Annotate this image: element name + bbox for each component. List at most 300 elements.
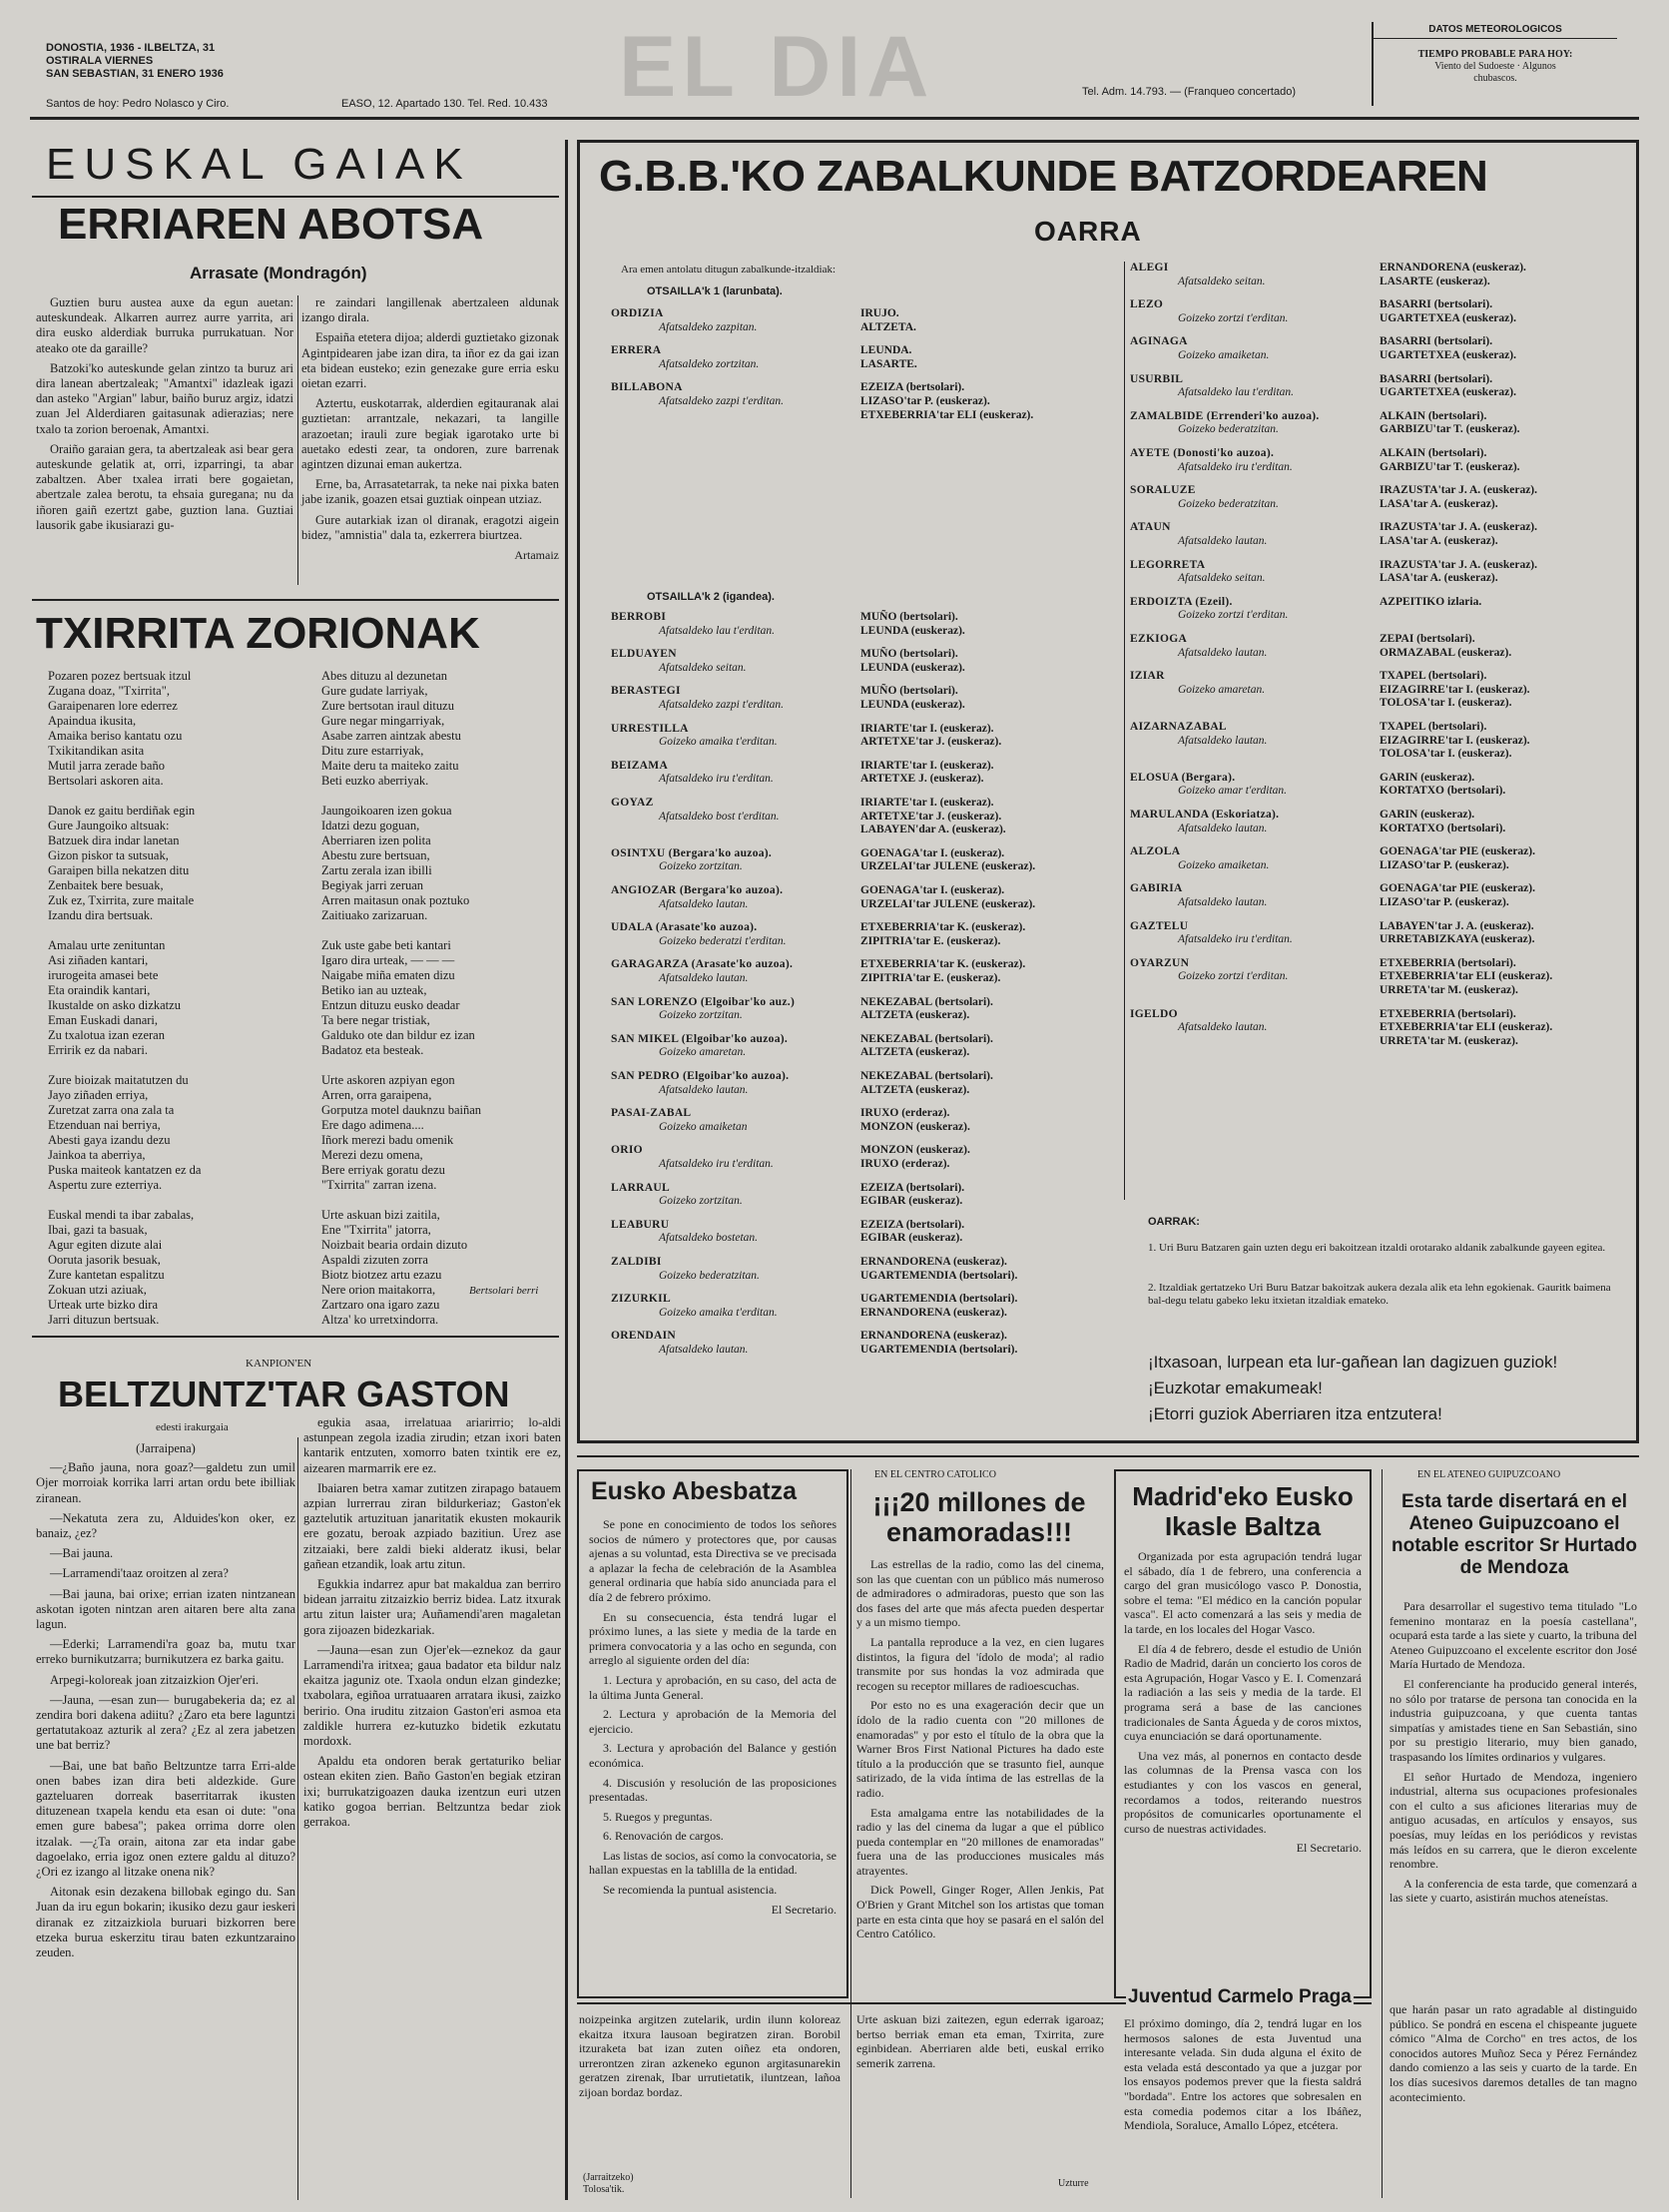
signature: Artamaiz — [514, 548, 559, 563]
paragraph: Esta amalgama entre las notabilidades de la radio y las del cinema da lugar a que el público pueda contemplar en "20 millones de enamoradas" fuera una de las producciones musicales más atrayentes. — [856, 1805, 1104, 1878]
article-dateline: Arrasate (Mondragón) — [190, 264, 367, 282]
speaker-name: GOENAGA'tar PIE (euskeraz). — [1380, 845, 1535, 858]
speaker-name: EZEIZA (bertsolari). — [860, 1181, 965, 1194]
schedule-speakers — [860, 1330, 1017, 1357]
paragraph: La pantalla reproduce a la vez, en cien lugares distintos, la figura del 'ídolo de moda'; al radio transmite por sus hondas la voz admirada que recogen su receptor millares de radioescuchas. — [856, 1634, 1104, 1693]
schedule-entry — [1130, 447, 1609, 474]
paragraph: 5. Ruegos y preguntas. — [603, 1809, 713, 1824]
schedule-time: Afatsaldeko lautan. — [659, 971, 749, 984]
schedule-entry — [1130, 920, 1609, 947]
schedule-entry — [611, 1182, 1090, 1209]
schedule-speakers — [1380, 920, 1534, 947]
weather-box — [1372, 22, 1617, 106]
masthead-date — [46, 42, 345, 81]
schedule-speakers — [860, 1182, 964, 1209]
schedule-town: SAN MIKEL (Elgoibar'ko auzoa). — [611, 1032, 789, 1045]
schedule-town: ELDUAYEN — [611, 648, 677, 661]
article-title: Madrid'eko Eusko Ikasle Baltza — [1132, 1481, 1354, 1541]
schedule-entry — [1130, 596, 1609, 623]
column-rule — [1382, 1469, 1383, 2198]
schedule-entry — [611, 884, 1090, 911]
speaker-name: ETXEBERRIA'tar ELI (euskeraz). — [860, 408, 1034, 421]
speaker-name: EIZAGIRRE'tar I. (euskeraz). — [1380, 734, 1530, 747]
schedule-speakers — [1380, 447, 1520, 474]
speaker-name: URZELAI'tar JULENE (euskeraz). — [860, 860, 1036, 873]
schedule-entry — [611, 1070, 1090, 1097]
column-rule — [297, 295, 298, 585]
schedule-town: LARRAUL — [611, 1181, 670, 1194]
schedule-speakers — [1380, 957, 1552, 998]
schedule-speakers — [1380, 373, 1516, 400]
schedule-entry — [611, 307, 1090, 334]
speaker-name: EZEIZA (bertsolari). — [860, 1218, 965, 1231]
schedule-time: Goizeko zortzitan. — [659, 1195, 743, 1208]
schedule-town: IGELDO — [1130, 1007, 1178, 1020]
paragraph: Ibaiaren betra xamar zutitzen zirapago batauem azpian lurrerrau ziran bildurkeriaz; Gaston'ek gaztelutik artuzituan janaritatik ekusten mokaurik ere gozatu, beroak azpiado bazitiun. Urez ase zitzaiaki, bere zaldi bieki alderatz ikusi, belar gañean etzandik, loak artu zitun. — [303, 1480, 561, 1571]
speaker-name: ETXEBERRIA'tar K. (euskeraz). — [860, 958, 1026, 971]
schedule-time: Goizeko amaika t'erditan. — [659, 736, 778, 749]
speaker-name: UGARTEMENDIA (bertsolari). — [860, 1293, 1018, 1306]
schedule-entry — [1130, 298, 1609, 325]
schedule-town: ZIZURKIL — [611, 1293, 671, 1306]
speaker-name: TXAPEL (bertsolari). — [1380, 721, 1487, 733]
speaker-name: LASARTE. — [860, 357, 917, 370]
speaker-name: ERNANDORENA (euskeraz). — [860, 1330, 1007, 1343]
paragraph: —Nekatuta zera zu, Alduides'kon oker, ez banaiz, ¿ez? — [36, 1510, 295, 1541]
schedule-town: LEZO — [1130, 298, 1164, 311]
notes-heading: OARRAK: — [1148, 1216, 1200, 1228]
schedule-town: ATAUN — [1130, 521, 1171, 534]
schedule-speakers — [860, 648, 965, 675]
paragraph: A la conferencia de esta tarde, que comenzará a las siete y cuarto, asistirán muchos ateneístas. — [1390, 1876, 1637, 1906]
masthead-address: EASO, 12. Apartado 130. Tel. Red. 10.433 — [341, 98, 548, 110]
speaker-name: ERNANDORENA (euskeraz). — [1380, 262, 1526, 274]
paragraph: egukia asaa, irrelatuaa ariarirrio; lo-aldi astunpean zegola izadia zirudin; etzan ixori baten kantarik entzuten, xomorro baten txintik ere ez, aizearen marmarrik ere ez. — [303, 1415, 561, 1475]
signature: El Secretario. — [1296, 1841, 1362, 1856]
schedule-town: IZIAR — [1130, 670, 1165, 683]
column-rule — [850, 1469, 851, 2198]
schedule-speakers — [860, 1293, 1017, 1320]
schedule-time: Afatsaldeko zazpi t'erditan. — [659, 698, 785, 711]
speaker-name: BASARRI (bertsolari). — [1380, 372, 1493, 385]
schedule-speakers — [860, 921, 1025, 948]
speaker-name: ETXEBERRIA'tar ELI (euskeraz). — [1380, 970, 1553, 983]
schedule-time: Afatsaldeko iru t'erditan. — [659, 773, 774, 786]
speaker-name: IRIARTE'tar I. (euskeraz). — [860, 722, 994, 735]
schedule-time: Afatsaldeko seitan. — [659, 661, 747, 674]
schedule-entry — [611, 1107, 1090, 1134]
schedule-speakers — [860, 381, 1033, 422]
paragraph: Batzoki'ko auteskunde gelan zintzo ta buruz ari dira lanean abertzaleak; "Amantxi" idazleak igazi dan asteko "Argian" labur, baiño buruz argiz, idatzi zuan Jel Alderdiaren gaitasunak adierazias; nere txalo ta zorion beroenak, Amantxi. — [36, 360, 293, 436]
column-rule — [1124, 262, 1125, 1200]
schedule-town: OSINTXU (Bergara'ko auzoa). — [611, 846, 773, 859]
schedule-speakers — [860, 847, 1035, 874]
speaker-name: ARTETXE'tar J. (euskeraz). — [860, 810, 1002, 823]
schedule-time: Afatsaldeko zortzitan. — [659, 357, 760, 370]
speaker-name: TXAPEL (bertsolari). — [1380, 670, 1487, 683]
schedule-speakers — [1380, 670, 1530, 711]
schedule-town: PASAI-ZABAL — [611, 1107, 692, 1120]
paragraph: (Jarraipena) — [136, 1441, 196, 1455]
schedule-town: AYETE (Donosti'ko auzoa). — [1130, 447, 1275, 459]
schedule-speakers — [860, 884, 1035, 911]
schedule-speakers — [860, 760, 994, 787]
speaker-name: LIZASO'tar P. (euskeraz). — [1380, 858, 1509, 871]
paragraph: 4. Discusión y resolución de las proposiciones presentadas. — [589, 1775, 836, 1805]
schedule-entry — [1130, 882, 1609, 909]
article-column — [36, 295, 293, 538]
speaker-name: GOENAGA'tar PIE (euskeraz). — [1380, 882, 1535, 895]
day-heading: OTSAILLA'k 1 (larunbata). — [647, 285, 783, 297]
speaker-name: ZIPITRIA'tar E. (euskeraz). — [860, 934, 1001, 947]
schedule-entry — [1130, 1007, 1609, 1047]
speaker-name: UGARTETXEA (euskeraz). — [1380, 311, 1516, 324]
schedule-time: Afatsaldeko seitan. — [1178, 275, 1266, 287]
schedule-town: ANGIOZAR (Bergara'ko auzoa). — [611, 884, 784, 896]
schedule-time: Afatsaldeko iru t'erditan. — [1178, 460, 1293, 473]
schedule-time: Goizeko zortzi t'erditan. — [1178, 311, 1289, 324]
article-title: ¡¡¡20 millones de enamoradas!!! — [872, 1487, 1086, 1547]
schedule-entry — [611, 381, 1090, 421]
speaker-name: IRAZUSTA'tar J. A. (euskeraz). — [1380, 484, 1538, 497]
schedule-town: GARAGARZA (Arasate'ko auzoa). — [611, 958, 794, 971]
divider — [577, 1455, 1639, 1457]
schedule-time: Afatsaldeko seitan. — [1178, 572, 1266, 585]
speaker-name: LASA'tar A. (euskeraz). — [1380, 572, 1498, 585]
speaker-name: GOENAGA'tar I. (euskeraz). — [860, 884, 1005, 896]
speaker-name: LEUNDA. — [860, 344, 912, 357]
article-title: Eusko Abesbatza — [591, 1477, 798, 1505]
speaker-name: UGARTETXEA (euskeraz). — [1380, 348, 1516, 361]
paragraph: —¿Baño jauna, nora goaz?—galdetu zun umil Ojer morroiak korrika larri artan ordu bete ibilliak ziranean. — [36, 1460, 295, 1505]
speaker-name: ORMAZABAL (euskeraz). — [1380, 646, 1512, 659]
speaker-name: NEKEZABAL (bertsolari). — [860, 1032, 993, 1045]
schedule-speakers — [1380, 484, 1537, 511]
speaker-name: IRIARTE'tar I. (euskeraz). — [860, 759, 994, 772]
schedule-entry — [611, 1144, 1090, 1171]
schedule-entry — [611, 648, 1090, 675]
column-rule — [565, 140, 568, 2200]
schedule-speakers — [1380, 298, 1516, 325]
article-column: El próximo domingo, día 2, tendrá lugar en los hermosos salones de esta Juventud una interesante velada. Sin duda alguna el éxito de esta velada está descontado ya que a juzgar por los ensayos podemos prever que la fiesta saldrá "bordada". Entre los actores que sobresalen en esta comedia podemos citar a los Ibáñez, Mendiola, Soraluce, Amallo López, etcétera. — [1124, 2016, 1362, 2133]
schedule-entry — [1130, 521, 1609, 548]
schedule-town: GABIRIA — [1130, 882, 1183, 895]
schedule-time: Goizeko bederatzitan. — [1178, 497, 1279, 510]
paragraph: El conferenciante ha producido general interés, no sólo por tratarse de persona tan conocida en la industria guipuzcoana, y que cuenta tantas simpatías y amistades tiene en San Sebastián, sino por su prestigio literario, muy bien ganado, traspasando los límites ordinarios y vulgares. — [1390, 1676, 1637, 1764]
schedule-town: LEGORRETA — [1130, 558, 1206, 571]
verse-column: Abes dituzu al dezunetan Gure gudate larriyak, Zure bertsotan iraul dituzu Gure negar mingarriyak, Asabe zarren aintzak abestu Ditu zure estarriyak, Maite deru ta maiteko zaitu Beti euzko aberriyak. Jaungoikoaren izen gokua Idatzi dezu goguan, Aberriaren izen polita Abestu zure bertsuan, Zartu zerala izan ibilli Begiyak jarri zeruan Arren maitasun onak poztuko Zaitiuako zarizaruan. Zuk uste gabe beti kantari Igaro dira urteak, — — — Naigabe miña ematen dizu Betiko ian au uzteak, Entzun dituzu eusko deadar Ta bere negar tristiak, Galduko ote dan bildur ez izan Badatoz eta besteak. Urte askoren azpiyan egon Arren, orra garaipena, Gorputza motel dauknzu baiñan Ere dago adimena.... Iñork merezi badu omenik Merezi dezu omena, Bere erriyak goratu dezu "Txirrita" zarran izena. Urte askuan bizi zaitila, Ene "Txirrita" jatorra, Noizbait bearia ordain dizuto Aspaldi zizuten zorra Biotz biotzez artu ezazu Nere orion maitakorra, Zartzaro ona igaro zazu Altza' ko urretxindorra. — [321, 669, 482, 1327]
article-column — [856, 1557, 1104, 1998]
paragraph: —Bai jauna, bai orixe; errian izaten nintzanean askotan igoten nintzan aren aitaren bere alta zana lagun. — [36, 1586, 295, 1632]
speaker-name: ETXEBERRIA'tar K. (euskeraz). — [860, 921, 1026, 934]
article-column — [1390, 1599, 1637, 1998]
schedule-speakers — [860, 996, 993, 1023]
speaker-name: MUÑO (bertsolari). — [860, 611, 958, 623]
signature: Bertsolari berri — [469, 1285, 539, 1297]
signature: El Secretario. — [771, 1902, 836, 1917]
date-line: OSTIRALA VIERNES — [46, 55, 154, 67]
paragraph: Organizada por esta agrupación tendrá lugar el sábado, día 1 de febrero, una conferencia a cargo del gran musicólogo vasco P. Donostia, sobre el tema: "El médico en la canción popular vasca". El acto comenzará a las seis y media de la tarde, en los locales del Hogar Vasco. — [1124, 1549, 1362, 1636]
schedule-town: MARULANDA (Eskoriatza). — [1130, 809, 1280, 821]
speaker-name: BASARRI (bertsolari). — [1380, 298, 1493, 311]
speaker-name: ALKAIN (bertsolari). — [1380, 447, 1487, 459]
schedule-time: Afatsaldeko lautan. — [659, 1343, 749, 1356]
divider — [32, 599, 559, 601]
speaker-name: BASARRI (bertsolari). — [1380, 335, 1493, 348]
speaker-name: NEKEZABAL (bertsolari). — [860, 995, 993, 1008]
schedule-town: GAZTELU — [1130, 919, 1189, 932]
speaker-name: ARTETXE J. (euskeraz). — [860, 773, 984, 786]
article-title: TXIRRITA ZORIONAK — [36, 609, 480, 658]
speaker-name: UGARTETXEA (euskeraz). — [1380, 386, 1516, 399]
signature: Uzturre — [1058, 2178, 1089, 2189]
speaker-name: EZEIZA (bertsolari). — [860, 381, 965, 394]
speaker-name: LABAYEN'tar J. A. (euskeraz). — [1380, 919, 1534, 932]
article-continuation: Urte askuan bizi zaitezen, egun ederrak igaroaz; bertso berriak eman eta eman, Txirrita, zure eginbidean. Aberriaren alde beti, euskal erriko semerik zarrena. — [856, 2012, 1104, 2070]
speaker-name: EGIBAR (euskeraz). — [860, 1195, 963, 1208]
schedule-town: BEIZAMA — [611, 759, 669, 772]
article-title: Esta tarde disertará en el Ateneo Guipuzcoano el notable escritor Sr Hurtado de Mendoza — [1391, 1491, 1637, 1578]
speaker-name: ARTETXE'tar J. (euskeraz). — [860, 736, 1002, 749]
schedule-town: EZKIOGA — [1130, 633, 1188, 645]
paragraph: Erne, ba, Arrasatetarrak, ta neke nai pixka baten jabe izanik, goazen etsai guztiak oinpean utziaz. — [301, 477, 559, 507]
schedule-speakers — [860, 685, 965, 712]
notice-title: G.B.B.'KO ZABALKUNDE BATZORDEAREN — [599, 152, 1488, 201]
speaker-name: LASA'tar A. (euskeraz). — [1380, 497, 1498, 510]
notice-subtitle: OARRA — [1034, 216, 1142, 247]
speaker-name: ZIPITRIA'tar E. (euskeraz). — [860, 971, 1001, 984]
speaker-name: IRUXO (erderaz). — [860, 1157, 950, 1170]
schedule-entry — [611, 344, 1090, 371]
schedule-time: Afatsaldeko lautan. — [1178, 646, 1268, 659]
schedule-speakers — [860, 1256, 1017, 1283]
schedule-entry — [1130, 670, 1609, 710]
speaker-name: GOENAGA'tar I. (euskeraz). — [860, 846, 1005, 859]
schedule-time: Goizeko amaretan. — [1178, 683, 1266, 696]
schedule-entry — [1130, 956, 1609, 996]
schedule-entry — [611, 611, 1090, 638]
paragraph: Oraiño garaian gera, ta abertzaleak asi bear gera auteskunde gelatik at, orri, izparringi, ta abar zabaltzen. Aber txalea irrati bere gogaietan, abertzale zalea berotu, ta ehsaia guregana; nu da iñoren gaiñ ezertzt gabe, guztion lana. Guztiai lausorik gabe ikusiarazi gu- — [36, 441, 293, 532]
speaker-name: ETXEBERRIA (bertsolari). — [1380, 956, 1516, 969]
schedule-time: Goizeko amaretan. — [659, 1046, 747, 1059]
slogan — [1148, 1350, 1617, 1427]
schedule-speakers — [1380, 882, 1535, 909]
schedule-time: Afatsaldeko lau t'erditan. — [1178, 386, 1295, 399]
saints-of-day: Santos de hoy: Pedro Nolasco y Ciro. — [46, 98, 230, 110]
paragraph: Aztertu, euskotarrak, alderdien egitauranak alai guztietan: arrantzale, nekazari, ta langille arazoetan; irauli zure begiak igarotako urte bi auetako edesti zear, ta ondoren, zure barrenak agintzen dizunai eman aukertza. — [301, 396, 559, 472]
schedule-town: ZALDIBI — [611, 1256, 662, 1268]
speaker-name: URRETA'tar M. (euskeraz). — [1380, 983, 1518, 996]
article-kicker: EN EL ATENEO GUIPUZCOANO — [1417, 1469, 1561, 1480]
schedule-speakers — [1380, 633, 1511, 660]
paragraph: 6. Renovación de cargos. — [603, 1829, 724, 1844]
schedule-speakers — [1380, 559, 1537, 586]
speaker-name: GARBIZU'tar T. (euskeraz). — [1380, 423, 1520, 436]
column-rule — [297, 1437, 298, 2200]
schedule-town: BERASTEGI — [611, 685, 681, 698]
schedule-town: OYARZUN — [1130, 956, 1190, 969]
schedule-time: Goizeko amaiketan. — [1178, 858, 1270, 871]
paragraph: —Jauna—esan zun Ojer'ek—eznekoz da gaur Larramendi'ra iritxea; gaua badator eta bildur nalz ekaitza jaguniz ote. Txaola ondun elzan gindezke; txabolara, egiñoa urratuaaren arratara ikusi, zaizko beririo. Ona iruditu zitzaion Gaston'eri asmoa eta zaldikle hurrera ez-kutuzko bidetik ezkutatu mordoxk. — [303, 1642, 561, 1749]
article-kicker: EN EL CENTRO CATOLICO — [874, 1469, 996, 1480]
schedule-entry — [1130, 559, 1609, 586]
schedule-speakers — [860, 723, 1001, 750]
schedule-time: Afatsaldeko lautan. — [1178, 734, 1268, 747]
speaker-name: ALTZETA (euskeraz). — [860, 1083, 970, 1096]
schedule-time: Goizeko amaiketan — [659, 1120, 748, 1133]
paragraph: El señor Hurtado de Mendoza, ingeniero industrial, alterna sus ocupaciones profesionales con el culto a sus aficiones literarias muy de antiguo acusadas, en artículos y ensayos, sus poesías, muy leídas en los periódicos y revistas más leídos en su carrera, que le dieron excelente renombre. — [1390, 1769, 1637, 1872]
speaker-name: LASA'tar A. (euskeraz). — [1380, 534, 1498, 547]
schedule-time: Afatsaldeko lautan. — [659, 897, 749, 910]
speaker-name: ALKAIN (bertsolari). — [1380, 409, 1487, 422]
schedule-town: ALZOLA — [1130, 845, 1181, 858]
speaker-name: URRETA'tar M. (euskeraz). — [1380, 1034, 1518, 1047]
speaker-name: LASARTE (euskeraz). — [1380, 275, 1490, 287]
paragraph: 3. Lectura y aprobación del Balance y gestión económica. — [589, 1741, 836, 1770]
schedule-time: Goizeko amaika t'erditan. — [659, 1306, 778, 1319]
day-heading: OTSAILLA'k 2 (igandea). — [647, 591, 775, 603]
schedule-entry — [1130, 484, 1609, 511]
speaker-name: LEUNDA (euskeraz). — [860, 661, 965, 674]
paragraph: Gure autarkiak izan ol diranak, eragotzi aigein bidez, "amnistia" dala ta, ezkerrera biurtzea. — [301, 512, 559, 542]
schedule-time: Afatsaldeko lautan. — [659, 1083, 749, 1096]
schedule-speakers — [1380, 845, 1535, 872]
paragraph: Una vez más, al ponernos en contacto desde las columnas de la Prensa vasca con los estudiantes y con los vascos en general, recordamos a todos, reiterando nuestros propósitos de comunicarles oportunamente el curso de nuestras actividades. — [1124, 1748, 1362, 1836]
speaker-name: GARIN (euskeraz). — [1380, 809, 1475, 821]
schedule-town: ORIO — [611, 1144, 643, 1157]
schedule-town: ORENDAIN — [611, 1330, 677, 1343]
schedule-town: SAN LORENZO (Elgoibar'ko auz.) — [611, 995, 796, 1008]
speaker-name: MONZON (euskeraz). — [860, 1144, 970, 1157]
schedule-entry — [611, 685, 1090, 712]
schedule-speakers — [860, 307, 916, 334]
schedule-speakers — [1380, 772, 1505, 799]
divider — [32, 196, 559, 198]
speaker-name: IRUXO (erderaz). — [860, 1107, 950, 1120]
speaker-name: GARBIZU'tar T. (euskeraz). — [1380, 460, 1520, 473]
schedule-time: Afatsaldeko lautan. — [1178, 534, 1268, 547]
schedule-town: ERRERA — [611, 344, 662, 357]
weather-line: chubascos. — [1473, 73, 1517, 84]
schedule-time: Afatsaldeko bost t'erditan. — [659, 810, 780, 823]
verse-column: Pozaren pozez bertsuak itzul Zugana doaz, "Txirrita", Garaipenaren lore ederrez Apaindua ikusita, Amaika beriso kantatu ozu Txikitandikan asita Mutil jarra zerade baño Bertsolari askoren aita. Danok ez gaitu berdiñak egin Gure Jaungoiko altsuak: Batzuek dira indar lanetan Gizon piskor ta sutsuak, Garaipen billa nekatzen ditu Zenbaitek bere besuak, Zuk ez, Txirrita, zure maitale Izandu dira bertsuak. Amalau urte zenituntan Asi ziñaden kantari, irurogeita amasei bete Eta oraindik kantari, Ikustalde on asko dizkatzu Eman Euskadi danari, Zu txalotua izan ezeran Erririk ez da nabari. Zure bioizak maitatutzen du Jayo ziñaden erriya, Zuretzat zarra ona zala ta Etzenduan nai berriya, Abesti gaya izandu dezu Jainkoa ta aberriya, Puska maiteok kantatzen ez da Aspertu zure ezterriya. Euskal mendi ta ibar zabalas, Ibai, gazi ta basuak, Agur egiten dizute alai Ooruta jasorik besuak, Zure kantetan espalitzu Zokuan utzi aziuak, Urteak urte bizko dira Jarri dituzun bertsuak. — [48, 669, 202, 1327]
schedule-entry — [1130, 335, 1609, 362]
schedule-entry — [611, 996, 1090, 1023]
schedule-town: ERDOIZTA (Ezeil). — [1130, 595, 1233, 608]
paragraph: Por esto no es una exageración decir que un ídolo de la radio cuenta con "20 millones de enamoradas" y por esto el título de la obra que la Warner Bros First National Pictures ha dado este título a la producción que se trasunto fiel, aunque satirizado, de la vida íntima de las estrellas de la radio. — [856, 1698, 1104, 1800]
schedule-entry — [1130, 410, 1609, 437]
article-continuation: que harán pasar un rato agradable al distinguido público. Se pondrá en escena el chispeante juguete cómico "Alma de Corcho" en tres actos, de los conocidos autores Muñoz Seca y Pérez Fernández dando comienzo a las seis y cuarto de la tarde. En los días sucesivos daremos detalles de tan magno acontecimiento. — [1390, 2002, 1637, 2104]
speaker-name: ETXEBERRIA (bertsolari). — [1380, 1007, 1516, 1020]
schedule-time: Afatsaldeko zazpi t'erditan. — [659, 394, 785, 407]
schedule-town: ORDIZIA — [611, 307, 664, 319]
schedule-entry — [611, 1033, 1090, 1060]
schedule-speakers — [1380, 335, 1516, 362]
schedule-town: ALEGI — [1130, 262, 1169, 274]
speaker-name: EIZAGIRRE'tar I. (euskeraz). — [1380, 683, 1530, 696]
weather-line: TIEMPO PROBABLE PARA HOY: — [1417, 49, 1573, 60]
schedule-town: USURBIL — [1130, 372, 1184, 385]
schedule-speakers — [1380, 410, 1520, 437]
schedule-entry — [1130, 721, 1609, 761]
paragraph: —Bai jauna. — [50, 1546, 114, 1561]
schedule-town: SORALUZE — [1130, 484, 1196, 497]
article-column — [303, 1415, 561, 2200]
paragraph: Se recomienda la puntual asistencia. — [603, 1883, 778, 1898]
speaker-name: LIZASO'tar P. (euskeraz). — [860, 394, 990, 407]
slogan-line: ¡Etorri guziok Aberriaren itza entzutera! — [1148, 1404, 1442, 1423]
article-column — [36, 1441, 295, 2200]
paragraph: 2. Lectura y aprobación de la Memoria del ejercicio. — [589, 1707, 836, 1736]
schedule-town: LEABURU — [611, 1218, 670, 1231]
schedule-speakers — [860, 344, 917, 371]
schedule-time: Afatsaldeko iru t'erditan. — [1178, 933, 1293, 946]
divider — [577, 2002, 1114, 2004]
weather-heading: DATOS METEOROLOGICOS — [1374, 22, 1617, 39]
note: 2. Itzaldiak gertatzeko Uri Buru Batzar bakoitzak aukera dezala alik eta lehn egokienak. Gauritk baimena bal-degu telatu gabeko leku itxietan itzaldiak emateko. — [1148, 1282, 1611, 1307]
paragraph: re zaindari langillenak abertzaleen aldunak izango dirala. — [301, 295, 559, 325]
schedule-time: Goizeko zortzitan. — [659, 860, 743, 873]
schedule-time: Goizeko amar t'erditan. — [1178, 785, 1288, 798]
schedule-speakers — [860, 1033, 993, 1060]
schedule-time: Afatsaldeko zazpitan. — [659, 320, 758, 333]
speaker-name: ALTZETA. — [860, 320, 916, 333]
schedule-speakers — [860, 1219, 964, 1246]
schedule-speakers — [1380, 809, 1505, 835]
article-column — [1124, 1549, 1362, 1856]
paragraph: Para desarrollar el sugestivo tema titulado "Lo femenino montaraz en la poesía castellana", ocupará esta tarde a las siete y cuarto, la tribuna del Ateneo Guipuzcoano el excelente escritor don José María Hurtado de Mendoza. — [1390, 1599, 1637, 1672]
schedule-time: Afatsaldeko lautan. — [1178, 895, 1268, 908]
schedule-entry — [1130, 845, 1609, 872]
paragraph: Arpegi-koloreak joan zitzaizkion Ojer'eri. — [50, 1672, 260, 1687]
schedule-entry — [611, 1219, 1090, 1246]
paragraph: Las listas de socios, así como la convocatoria, se hallan expuestas en la tablilla de la entidad. — [589, 1848, 836, 1878]
schedule-speakers — [860, 958, 1025, 985]
speaker-name: ETXEBERRIA'tar ELI (euskeraz). — [1380, 1021, 1553, 1034]
schedule-speakers — [1380, 521, 1537, 548]
speaker-name: UGARTEMENDIA (bertsolari). — [860, 1343, 1018, 1356]
speaker-name: ERNANDORENA (euskeraz). — [860, 1306, 1007, 1319]
article-kicker: KANPION'EN — [246, 1358, 312, 1370]
paragraph: Se pone en conocimiento de todos los señores socios de número y protectores que, por causas ajenas a su voluntad, esta Directiva se ve precisada a aplazar la fecha de celebración de la Asamblea general ordinaria que había sido anunciada para el día 2 de febrero próximo. — [589, 1517, 836, 1604]
newspaper-title: EL DIA — [619, 19, 935, 115]
masthead-rule — [30, 117, 1639, 120]
schedule-time: Goizeko zortzi t'erditan. — [1178, 970, 1289, 983]
schedule-time: Afatsaldeko iru t'erditan. — [659, 1157, 774, 1170]
schedule-time: Afatsaldeko bostetan. — [659, 1232, 759, 1245]
article-title: ERRIAREN ABOTSA — [58, 200, 484, 249]
article-column — [301, 295, 559, 563]
schedule-time: Afatsaldeko lautan. — [1178, 822, 1268, 834]
schedule-town: UDALA (Arasate'ko auzoa). — [611, 921, 758, 934]
paragraph: —Ederki; Larramendi'ra goaz ba, mutu txar erreko burnikutzarra; burnikutzera ez barka gaitu. — [36, 1637, 295, 1667]
schedule-time: Goizeko zortzi t'erditan. — [1178, 609, 1289, 622]
schedule-town: ZAMALBIDE (Errenderi'ko auzoa). — [1130, 409, 1320, 422]
schedule-time: Afatsaldeko lau t'erditan. — [659, 624, 776, 637]
schedule-speakers — [860, 797, 1006, 837]
notice-intro: Ara emen antolatu ditugun zabalkunde-itzaldiak: — [621, 264, 836, 276]
schedule-entry — [611, 1256, 1090, 1283]
schedule-entry — [1130, 809, 1609, 835]
speaker-name: MUÑO (bertsolari). — [860, 648, 958, 661]
schedule-town: ELOSUA (Bergara). — [1130, 771, 1236, 784]
speaker-name: LABAYEN'dar A. (euskeraz). — [860, 824, 1006, 836]
masthead-admin: Tel. Adm. 14.793. — (Franqueo concertado) — [1082, 86, 1297, 98]
schedule-time: Goizeko zortzitan. — [659, 1009, 743, 1022]
schedule-town: BILLABONA — [611, 381, 683, 394]
paragraph: —Jauna, —esan zun— burugabekeria da; ez al zendira bori dakena adiitu? ¿Zaro eta bere laguntzi gertatutakoaz azturik al zera? ¿Ez al zera jabetzen une bat berriz? — [36, 1692, 295, 1753]
article-subtitle: edesti irakurgaia — [156, 1421, 229, 1433]
